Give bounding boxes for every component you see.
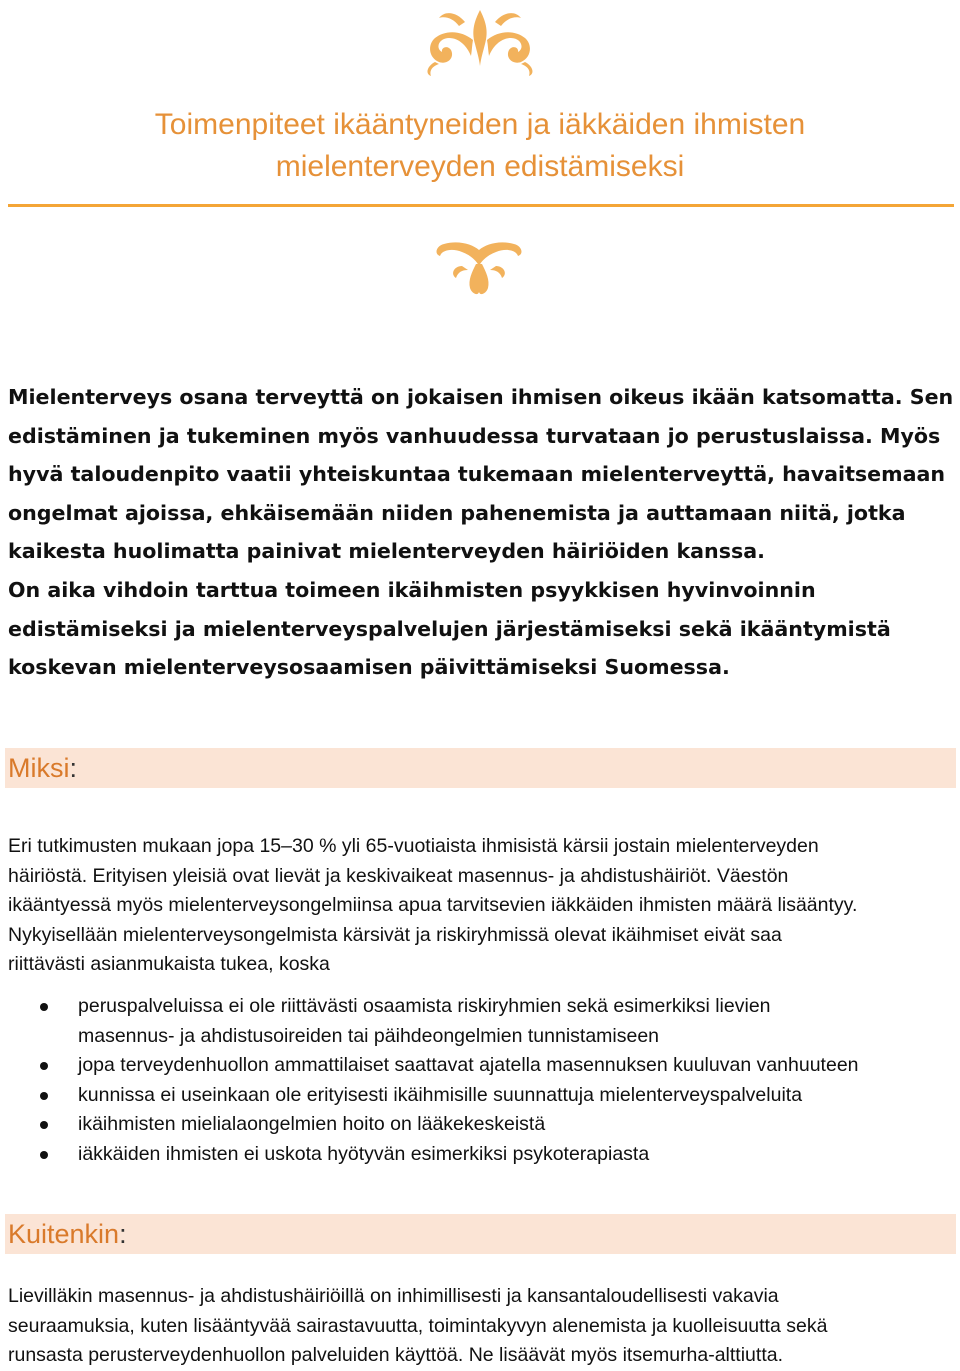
fleur-ornament-icon [432, 236, 526, 296]
title-line: Toimenpiteet ikääntyneiden ja iäkkäiden ihmisten [154, 108, 806, 141]
intro-line: edistämiseksi ja mielenterveyspalvelujen järjestämiseksi sekä ikääntymistä [8, 616, 891, 641]
section-heading-colon: : [119, 1219, 127, 1249]
bullet-icon [40, 1121, 48, 1129]
intro-line: Mielenterveys osana terveyttä on jokaisen ihmisen oikeus ikään katsomatta. Sen [8, 385, 954, 409]
list-item-line: jopa terveydenhuollon ammattilaiset saattavat ajatella masennuksen kuuluvan vanhuuteen [78, 1054, 859, 1077]
paragraph-line: runsasta perusterveydenhuollon palveluiden käyttöä. Ne lisäävät myös itsemurha-alttiutta. [8, 1344, 784, 1367]
paragraph-line: seuraamuksia, kuten lisääntyvää sairastavuutta, toimintakyvyn alenemista ja kuolleisuutta sekä [8, 1314, 828, 1337]
section-heading-text: Miksi [8, 753, 70, 783]
paragraph-line: Eri tutkimusten mukaan jopa 15–30 % yli 65-vuotiaista ihmisistä kärsii jostain mielenterveyden [8, 835, 819, 857]
paragraph-line: häiriöstä. Erityisen yleisiä ovat lievät ja keskivaikeat masennus- ja ahdistushäiriöt. Väestön [8, 864, 789, 887]
intro-line: koskevan mielenterveysosaamisen päivittämiseksi Suomessa. [8, 655, 730, 680]
list-item-line: masennus- ja ahdistusoireiden tai päihdeongelmien tunnistamiseen [78, 1024, 660, 1047]
title-line: mielenterveyden edistämiseksi [275, 150, 685, 183]
list-item-line: ikäihmisten mielialaongelmien hoito on lääkekeskeistä [78, 1113, 546, 1136]
page-title [0, 104, 960, 188]
intro-paragraph [8, 378, 958, 687]
intro-line: ongelmat ajoissa, ehkäisemään niiden pahenemista ja auttamaan niitä, jotka [8, 500, 906, 525]
section-heading-text: Kuitenkin [8, 1219, 120, 1249]
intro-line: hyvä taloudenpito vaatii yhteiskuntaa tukemaan mielenterveyttä, havaitsemaan [8, 462, 946, 487]
list-item [0, 992, 960, 1051]
list-item [0, 1140, 960, 1170]
paragraph-line: Lievilläkin masennus- ja ahdistushäiriöillä on inhimillisesti ja kansantaloudellisesti vakavia [8, 1285, 779, 1307]
bullet-icon [40, 1092, 48, 1100]
kuitenkin-paragraph [8, 1282, 958, 1371]
section-heading-kuitenkin [5, 1214, 956, 1254]
intro-line: On aika vihdoin tarttua toimeen ikäihmisten psyykkisen hyvinvoinnin [8, 577, 816, 602]
bullet-icon [40, 1062, 48, 1070]
intro-line: edistäminen ja tukeminen myös vanhuudessa turvataan jo perustuslaissa. Myös [8, 423, 941, 448]
divider-rule [8, 204, 954, 207]
section-heading-colon: : [69, 753, 78, 783]
bullet-icon [40, 1003, 48, 1011]
list-item [0, 1051, 960, 1081]
list-item [0, 1110, 960, 1140]
miksi-paragraph [8, 832, 958, 980]
bullet-icon [40, 1151, 48, 1159]
paragraph-line: Nykyisellään mielenterveysongelmista kärsivät ja riskiryhmissä olevat ikäihmiset eivät saa [8, 923, 782, 946]
list-item-line: peruspalveluissa ei ole riittävästi osaamista riskiryhmien sekä esimerkiksi lievien [78, 995, 771, 1017]
paragraph-line: ikääntyessä myös mielenterveysongelmiinsa apua tarvitsevien iäkkäiden ihmisten määrä lisääntyy. [8, 894, 858, 917]
intro-line: kaikesta huolimatta painivat mielenterveyden häiriöiden kanssa. [8, 539, 765, 564]
ornamental-scroll-icon [405, 0, 555, 80]
list-item-line: iäkkäiden ihmisten ei uskota hyötyvän esimerkiksi psykoterapiasta [78, 1142, 650, 1165]
list-item [0, 1081, 960, 1111]
paragraph-line: riittävästi asianmukaista tukea, koska [8, 953, 330, 976]
section-heading-miksi [5, 748, 956, 788]
reasons-list [0, 992, 960, 1170]
list-item-line: kunnissa ei useinkaan ole erityisesti ikäihmisille suunnattuja mielenterveyspalveluita [78, 1083, 803, 1106]
